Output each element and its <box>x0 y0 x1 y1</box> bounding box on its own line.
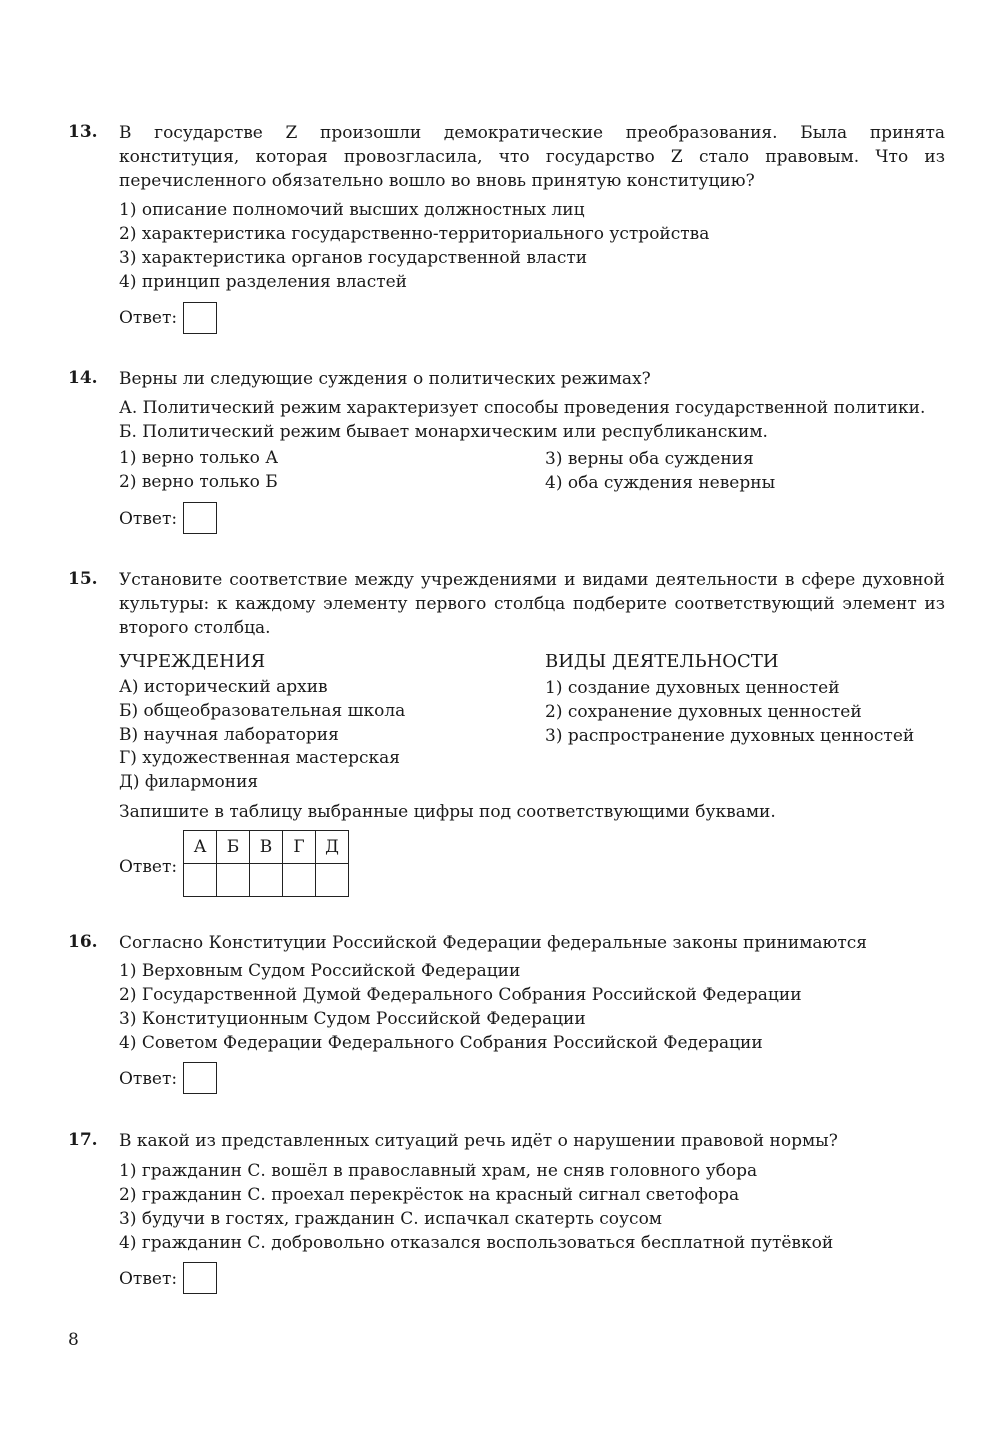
question-stem: В государстве Z произошли демократические преобразования. Была принята конституция, которая провозгласила, что государство Z стало правовым. Что из перечисленного обязательно вошло во вновь принятую конституцию? <box>119 123 945 191</box>
answer-box[interactable] <box>183 1262 217 1294</box>
answer-cell-v[interactable] <box>250 864 283 897</box>
option: 3) Конституционным Судом Российской Федерации <box>119 1009 586 1029</box>
option: 4) гражданин С. добровольно отказался воспользоваться бесплатной путёвкой <box>119 1233 834 1253</box>
option: 1) Верховным Судом Российской Федерации <box>119 961 521 981</box>
option: 2) характеристика государственно-территориального устройства <box>119 224 710 244</box>
question-number: 17. <box>68 1130 98 1150</box>
table-header-a: А <box>184 831 217 864</box>
statement: Б. Политический режим бывает монархическим или республиканским. <box>119 422 768 442</box>
question-number: 13. <box>68 122 98 142</box>
right-item: 2) сохранение духовных ценностей <box>545 702 862 722</box>
left-column-header: УЧРЕЖДЕНИЯ <box>119 651 266 672</box>
answer-box[interactable] <box>183 1062 217 1094</box>
answer-cell-d[interactable] <box>316 864 349 897</box>
right-item: 1) создание духовных ценностей <box>545 678 840 698</box>
answer-label: Ответ: <box>119 857 178 877</box>
left-item: В) научная лаборатория <box>119 725 339 745</box>
option: 2) гражданин С. проехал перекрёсток на красный сигнал светофора <box>119 1185 740 1205</box>
option: 3) будучи в гостях, гражданин С. испачкал скатерть соусом <box>119 1209 663 1229</box>
answer-label: Ответ: <box>119 1269 178 1289</box>
option: 1) описание полномочий высших должностных лиц <box>119 200 585 220</box>
answer-label: Ответ: <box>119 509 178 529</box>
option: 1) гражданин С. вошёл в православный храм, не сняв головного убора <box>119 1161 758 1181</box>
option: 4) оба суждения неверны <box>545 473 776 493</box>
right-column-header: ВИДЫ ДЕЯТЕЛЬНОСТИ <box>545 651 779 672</box>
statement: А. Политический режим характеризует способы проведения государственной политики. <box>119 398 926 418</box>
answer-label: Ответ: <box>119 308 178 328</box>
table-header-d: Д <box>316 831 349 864</box>
instruction: Запишите в таблицу выбранные цифры под соответствующими буквами. <box>119 802 776 822</box>
answer-cell-a[interactable] <box>184 864 217 897</box>
answer-cell-b[interactable] <box>217 864 250 897</box>
table-header-g: Г <box>283 831 316 864</box>
answer-table <box>183 830 349 897</box>
answer-box[interactable] <box>183 502 217 534</box>
answer-cell-g[interactable] <box>283 864 316 897</box>
option: 1) верно только А <box>119 448 279 468</box>
question-stem: Согласно Конституции Российской Федерации федеральные законы принимаются <box>119 933 867 953</box>
option: 4) Советом Федерации Федерального Собрания Российской Федерации <box>119 1033 763 1053</box>
question-number: 15. <box>68 569 98 589</box>
answer-box[interactable] <box>183 302 217 334</box>
option: 3) характеристика органов государственной власти <box>119 248 588 268</box>
table-header-b: Б <box>217 831 250 864</box>
question-stem: В какой из представленных ситуаций речь идёт о нарушении правовой нормы? <box>119 1131 838 1151</box>
left-item: Д) филармония <box>119 772 259 792</box>
page-number: 8 <box>68 1330 79 1350</box>
table-header-v: В <box>250 831 283 864</box>
left-item: А) исторический архив <box>119 677 328 697</box>
right-item: 3) распространение духовных ценностей <box>545 726 915 746</box>
left-item: Б) общеобразовательная школа <box>119 701 406 721</box>
question-stem: Верны ли следующие суждения о политических режимах? <box>119 369 651 389</box>
answer-label: Ответ: <box>119 1069 178 1089</box>
option: 2) Государственной Думой Федерального Собрания Российской Федерации <box>119 985 802 1005</box>
question-number: 14. <box>68 368 98 388</box>
question-stem: Установите соответствие между учреждениями и видами деятельности в сфере духовной культуры: к каждому элементу первого столбца подберите соответствующий элемент из второго столбца. <box>119 570 945 638</box>
question-number: 16. <box>68 932 98 952</box>
left-item: Г) художественная мастерская <box>119 748 400 768</box>
option: 4) принцип разделения властей <box>119 272 408 292</box>
option: 2) верно только Б <box>119 472 278 492</box>
option: 3) верны оба суждения <box>545 449 754 469</box>
